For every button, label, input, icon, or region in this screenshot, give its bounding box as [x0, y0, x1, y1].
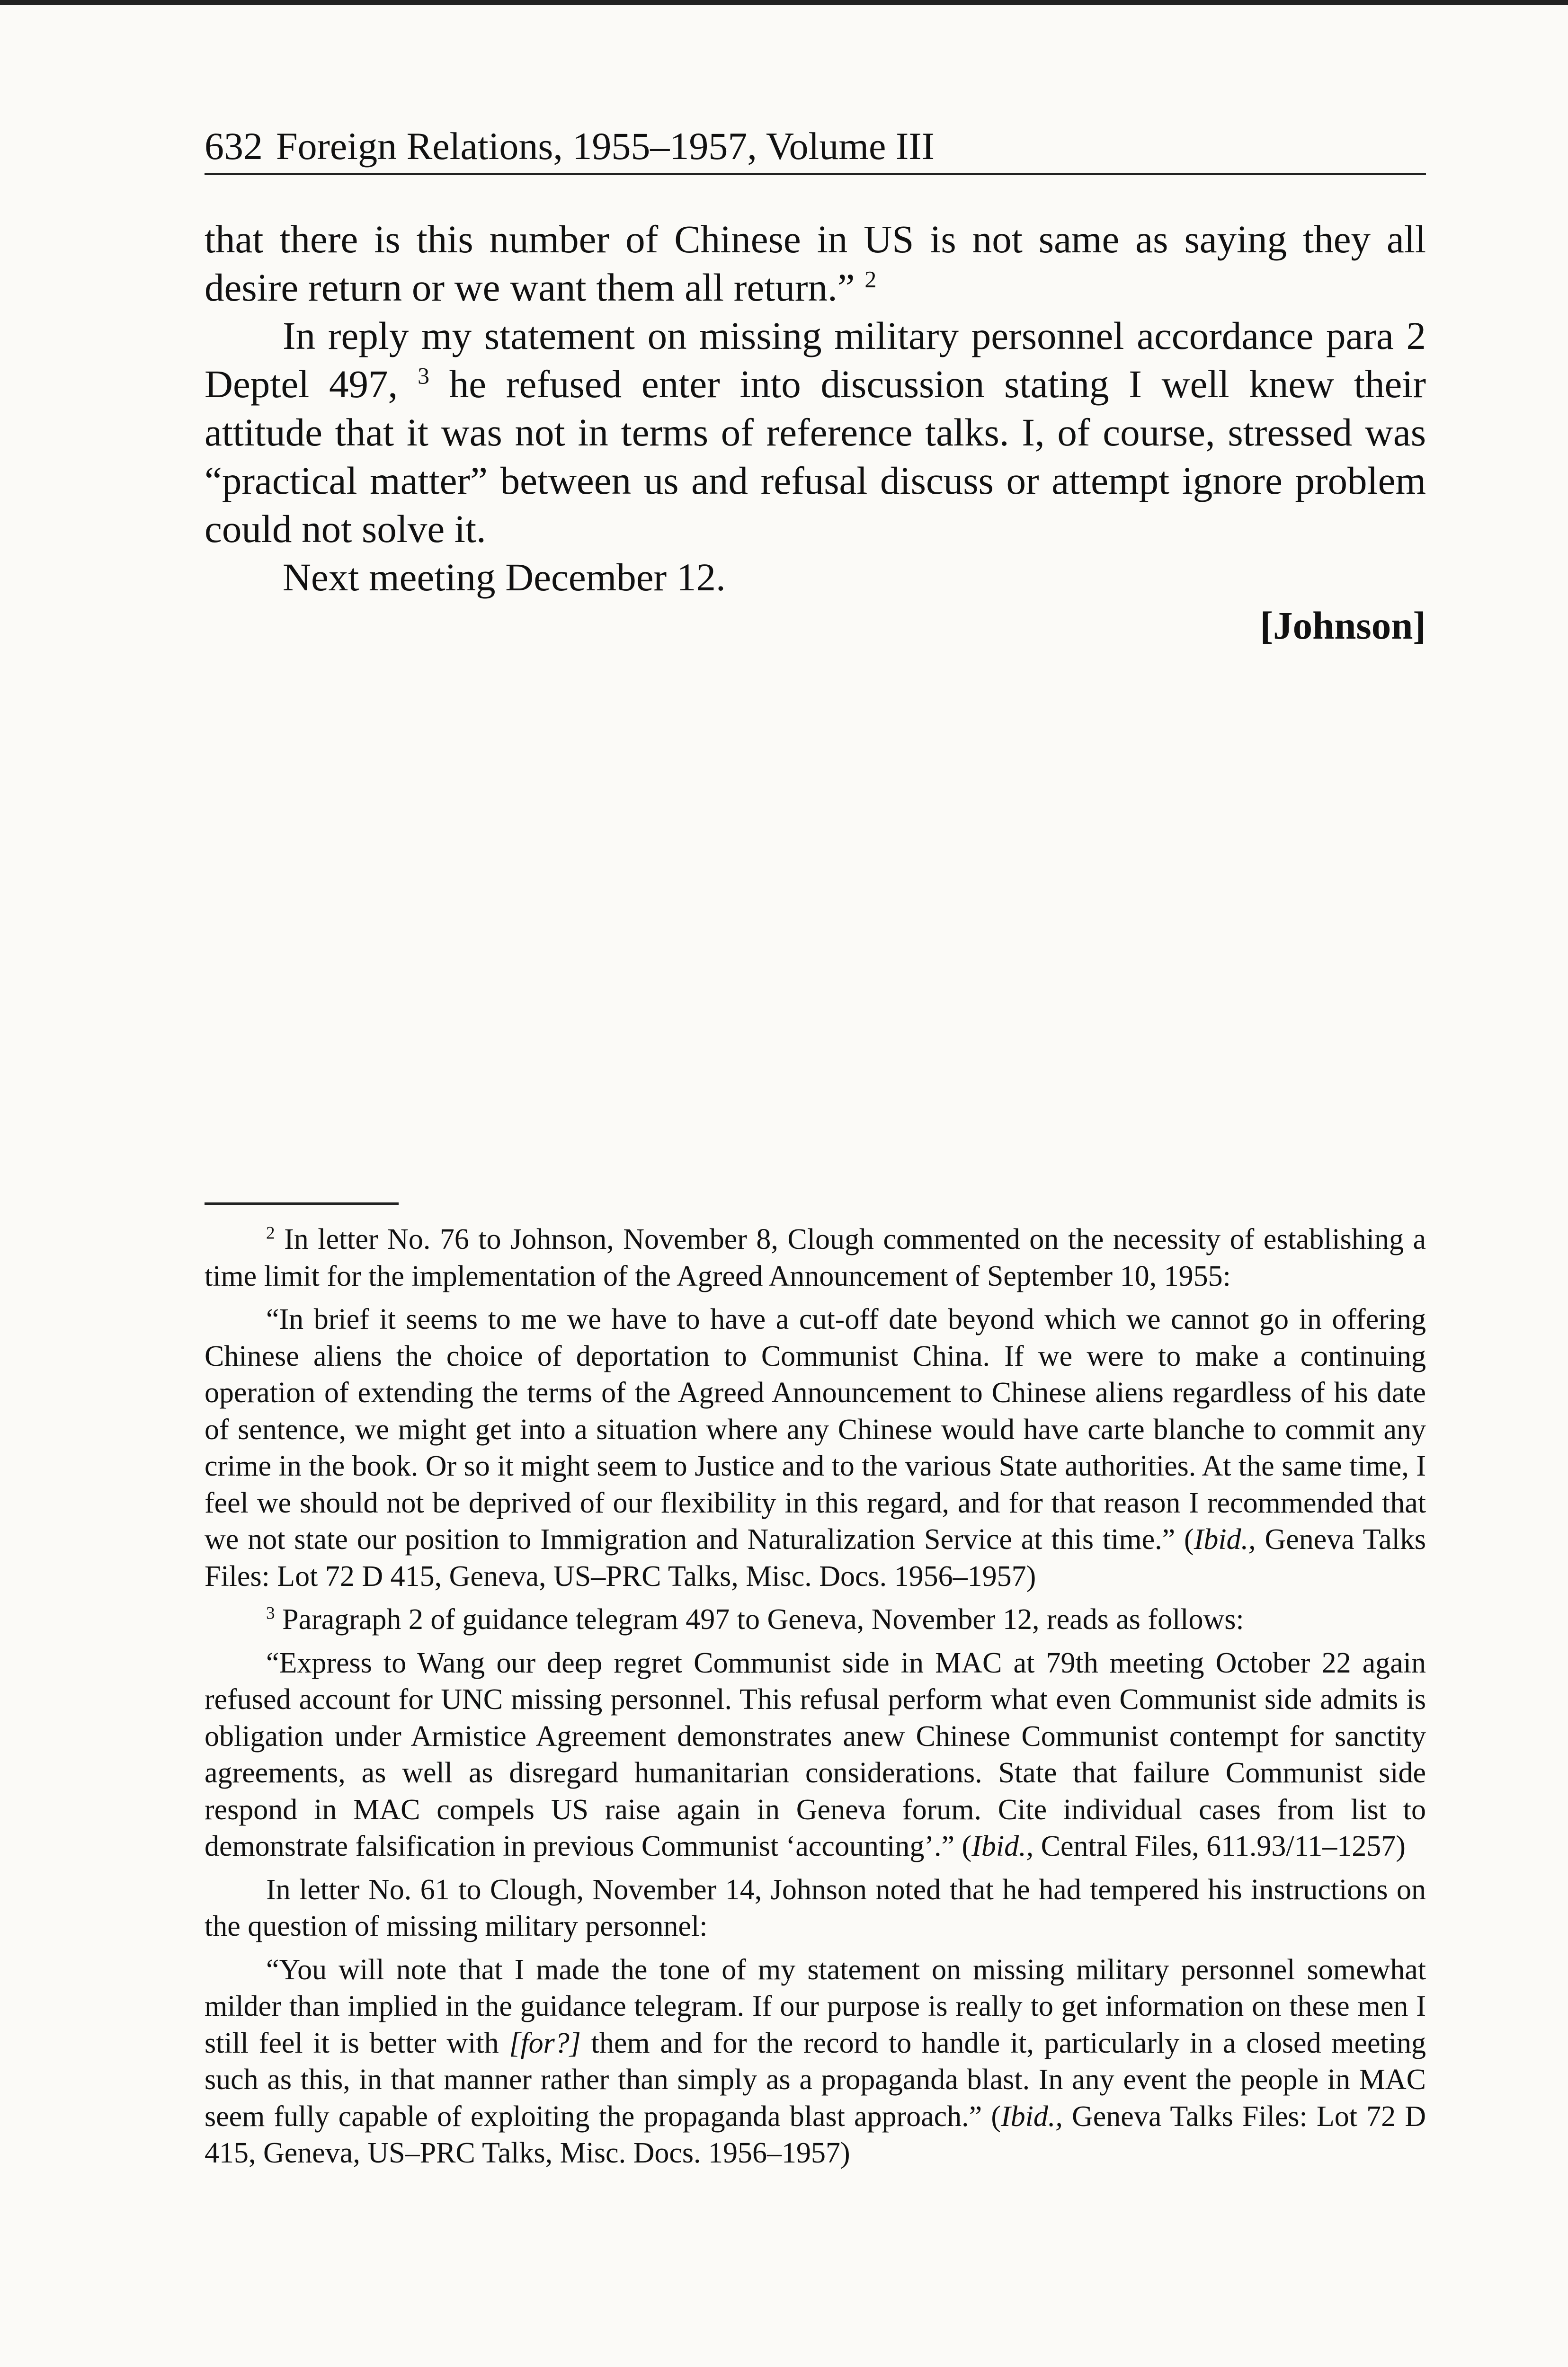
paragraph-text: he refused enter into discussion stating I well knew their attitude that it was not in terms of reference talks. I, of course, stressed was “practical matter” between us and refusal discuss or attempt ignore problem could not solve it. — [205, 362, 1426, 551]
page-number: 632 — [205, 125, 263, 168]
quote-text: them and for the record to handle it, particularly in a closed meeting such as this, in that manner rather than simply as a propaganda blast. In any event the people in MAC seem fully capable of exploiting the propaganda blast approach.” ( — [205, 2027, 1426, 2133]
footnote-ref-2[interactable]: 2 — [864, 266, 877, 293]
paragraph-next-meeting: Next meeting December 12. — [283, 555, 726, 599]
footnote-mark-3: 3 — [266, 1603, 275, 1623]
paragraph-continuation — [205, 215, 1426, 311]
footnote-3 — [205, 1602, 1426, 1638]
page-top-border — [0, 0, 1568, 5]
editorial-insertion: [for?] — [509, 2027, 581, 2059]
footnote-text: In letter No. 76 to Johnson, November 8, Clough commented on the necessity of establishing a time limit for the implementation of the Agreed Announcement of September 10, 1955: — [205, 1223, 1426, 1292]
footnote-ref-3[interactable]: 3 — [418, 363, 429, 389]
quote-text: “In brief it seems to me we have to have a cut-off date beyond which we cannot go in offering Chinese aliens the choice of deportation to Communist China. If we were to make a continuing operation of extending the terms of the Agreed Announcement to Chinese aliens regardless of his date of sentence, we might get into a situation where any Chinese would have carte blanche to commit any crime in the book. Or so it might seem to Justice and to the various State authorities. At the same time, I feel we should not be deprived of our flexibility in this regard, and for that reason I recommended that we not state our position to Immigration and Naturalization Service at this time.” ( — [205, 1303, 1426, 1556]
footnote-text: Paragraph 2 of guidance telegram 497 to Geneva, November 12, reads as follows: — [275, 1603, 1244, 1636]
paragraph-text: that there is this number of Chinese in US is not same as saying they all desire return or we want them all return.” — [205, 217, 1426, 309]
footnote-3-letter: In letter No. 61 to Clough, November 14, Johnson noted that he had tempered his instructions on the question of missing military personnel: — [205, 1873, 1426, 1942]
footnote-2 — [205, 1221, 1426, 1295]
footnotes — [205, 1221, 1426, 2179]
footnote-separator — [205, 1202, 399, 1205]
footnote-2-quote — [205, 1301, 1426, 1595]
paragraph-text: In reply my statement on missing military personnel accordance para 2 Deptel 497, — [205, 314, 1426, 406]
signature: [Johnson] — [1260, 604, 1426, 647]
running-title: Foreign Relations, 1955–1957, Volume III — [276, 125, 935, 168]
main-text — [205, 215, 1426, 650]
document-page — [205, 125, 1426, 2169]
footnote-3-quote-2 — [205, 1952, 1426, 2172]
paragraph-reply — [205, 311, 1426, 553]
ibid: Ibid., — [1001, 2100, 1063, 2133]
ibid: Ibid., — [971, 1830, 1034, 1862]
quote-text: “Express to Wang our deep regret Communist side in MAC at 79th meeting October 22 again refused account for UNC missing personnel. This refusal perform what even Communist side admits is obligation under Armistice Agreement demonstrates anew Chinese Communist contempt for sanctity agreements, as well as disregard humanitarian considerations. State that failure Communist side respond in MAC compels US raise again in Geneva forum. Cite individual cases from list to demonstrate falsification in previous Communist ‘accounting’.” ( — [205, 1646, 1426, 1862]
quote-text: “You will note that I made the tone of my statement on missing military personnel somewhat milder than implied in the guidance telegram. If our purpose is really to get information on these men I still feel it is better with — [205, 1953, 1426, 2059]
footnote-3-quote — [205, 1645, 1426, 1865]
citation: Geneva Talks Files: Lot 72 D 415, Geneva, US–PRC Talks, Misc. Docs. 1956–1957) — [205, 1523, 1426, 1593]
footnote-mark-2: 2 — [266, 1223, 275, 1243]
ibid: Ibid., — [1194, 1523, 1256, 1556]
citation: Geneva Talks Files: Lot 72 D 415, Geneva, US–PRC Talks, Misc. Docs. 1956–1957) — [205, 2100, 1426, 2169]
citation: Central Files, 611.93/11–1257) — [1033, 1830, 1406, 1862]
running-header — [205, 127, 1426, 175]
